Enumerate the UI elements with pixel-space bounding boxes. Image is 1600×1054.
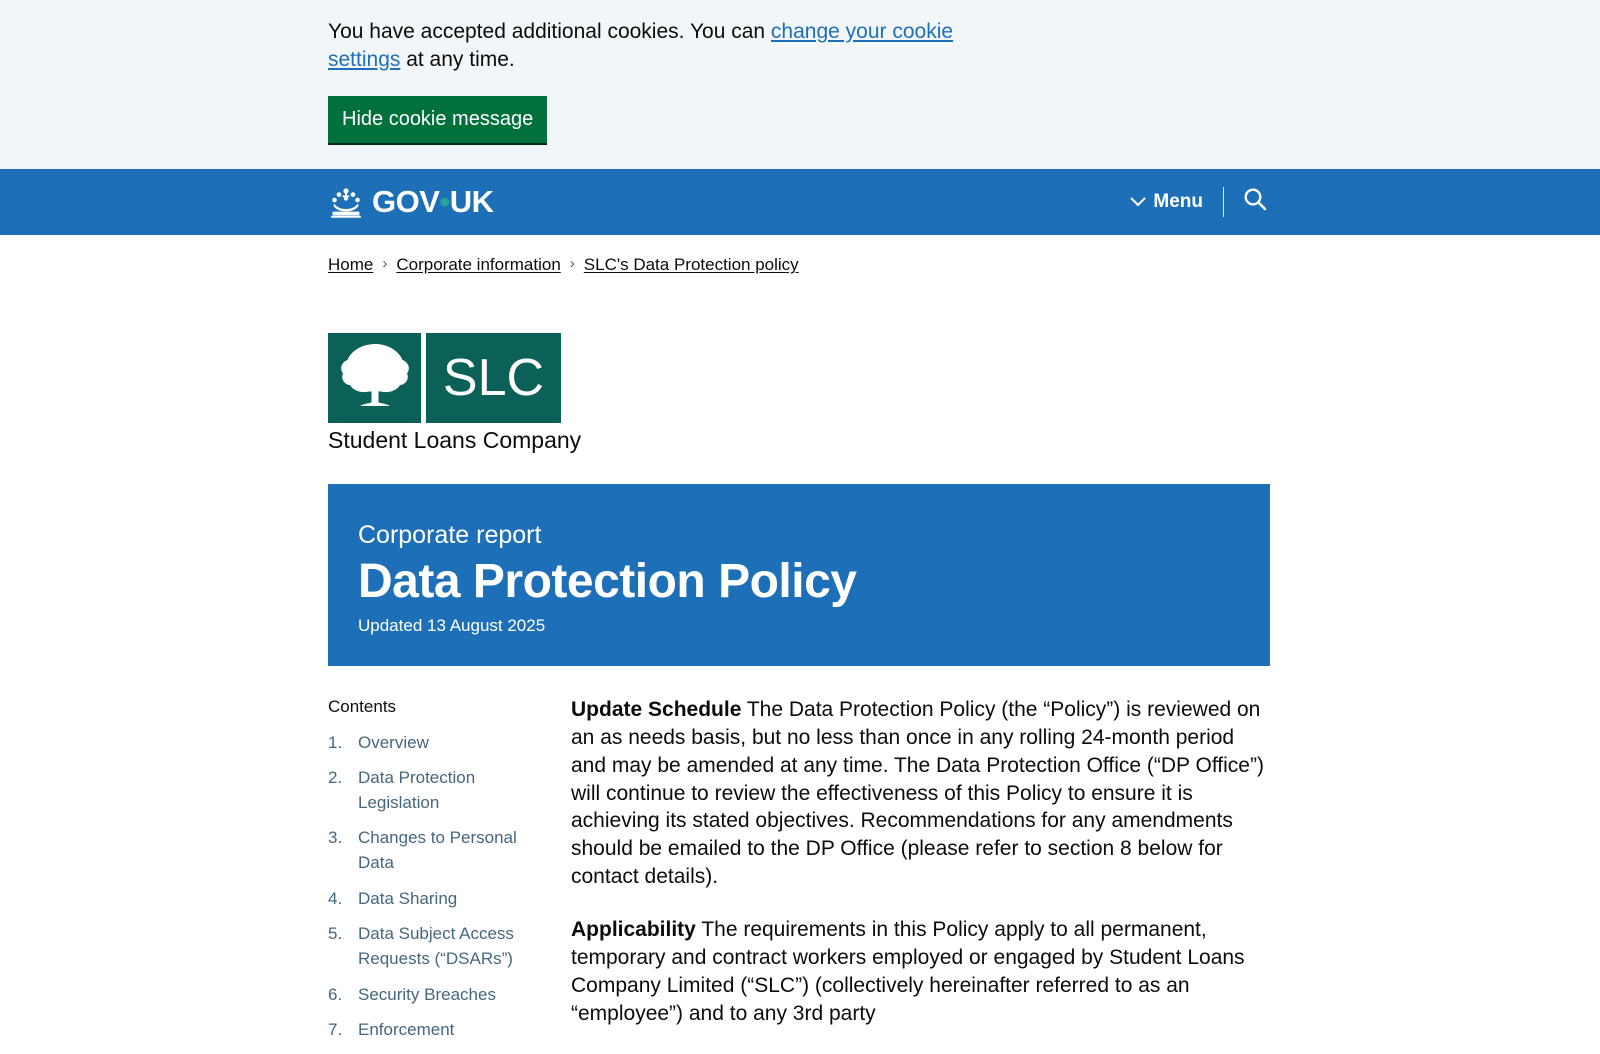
brand-gov: GOV	[372, 184, 440, 220]
page-title: Data Protection Policy	[358, 555, 857, 609]
paragraph-text: The Data Protection Policy (the “Policy”) is reviewed on an as needs basis, but no less than once in any rolling 24-month period and may be amended at any time. The Data Protection Office (“DP Office”) will continue to review the effectiveness of this Policy to ensure it is achieving its stated objectives. Recommendations for any amendments should be emailed to the DP Office (please refer to section 8 below for contact details).	[571, 698, 1264, 888]
list-item	[328, 826, 556, 875]
document-body	[571, 696, 1271, 1054]
search-icon	[1242, 186, 1268, 217]
breadcrumb-item-corporate-information[interactable]: Corporate information	[396, 254, 561, 274]
list-item	[328, 1018, 556, 1043]
slc-logo-marks	[328, 333, 561, 423]
paragraph-lead-in: Applicability	[571, 918, 696, 942]
paragraph-lead-in: Update Schedule	[571, 698, 742, 722]
contents-item-number: 3.	[328, 828, 343, 848]
organisation-logo-link[interactable]	[328, 333, 581, 455]
cookie-banner	[0, 0, 1600, 169]
content-region	[328, 666, 1272, 1054]
chevron-down-icon	[1130, 191, 1146, 213]
contents-heading: Contents	[328, 697, 397, 717]
page-title-banner	[328, 484, 1270, 666]
list-item	[328, 922, 556, 971]
header-divider	[1223, 187, 1224, 217]
breadcrumb-region	[0, 235, 1600, 277]
contents-item-number: 7.	[328, 1020, 343, 1040]
organisation-logo-block	[328, 277, 1272, 455]
breadcrumb-item-home[interactable]: Home	[328, 254, 374, 274]
list-item	[328, 731, 556, 756]
organisation-name: Student Loans Company	[328, 426, 582, 453]
contents-item-number: 2.	[328, 768, 343, 788]
govuk-wordmark	[372, 184, 494, 220]
contents-link-enforcement[interactable]: Enforcement	[358, 1020, 455, 1040]
tree-icon	[338, 340, 412, 415]
last-updated-label: Updated 13 August 2025	[358, 616, 546, 636]
breadcrumb	[328, 253, 1272, 277]
cookie-message	[328, 18, 968, 74]
list-item	[328, 983, 556, 1008]
contents-item-number: 5.	[328, 924, 343, 944]
contents-link-security-breaches[interactable]: Security Breaches	[358, 984, 496, 1004]
list-item	[328, 887, 556, 912]
contents-link-data-subject-access-requests[interactable]: Data Subject Access Requests (“DSARs”)	[358, 924, 514, 969]
hide-cookie-message-button[interactable]: Hide cookie message	[328, 96, 547, 143]
contents-link-changes-to-personal-data[interactable]: Changes to Personal Data	[358, 828, 517, 873]
cookie-message-suffix: at any time.	[400, 47, 515, 71]
cookie-message-prefix: You have accepted additional cookies. You can	[328, 20, 771, 43]
menu-label: Menu	[1153, 190, 1203, 212]
breadcrumb-separator-icon: ›	[382, 255, 388, 273]
crown-icon	[328, 186, 364, 218]
change-cookie-settings-link[interactable]: change your cookie settings	[328, 20, 954, 71]
paragraph-text: The requirements in this Policy apply to all permanent, temporary and contract workers employed or engaged by Student Loans Company Limited (“SLC”) (collectively hereinafter referred to as an “employee”) and to any 3rd party	[571, 918, 1245, 1025]
paragraph-update-schedule	[571, 696, 1271, 890]
contents-link-data-sharing[interactable]: Data Sharing	[358, 888, 458, 908]
govuk-header	[0, 169, 1600, 235]
contents-sidebar	[328, 696, 571, 1054]
contents-item-number: 6.	[328, 984, 343, 1004]
list-item	[328, 766, 556, 815]
breadcrumb-item-slc-data-protection-policy[interactable]: SLC's Data Protection policy	[583, 254, 799, 274]
contents-list	[328, 731, 556, 1043]
search-button[interactable]	[1238, 185, 1272, 219]
menu-button[interactable]	[1126, 185, 1213, 219]
contents-item-number: 4.	[328, 888, 343, 908]
brand-uk: UK	[449, 184, 494, 220]
breadcrumb-separator-icon: ›	[569, 255, 575, 273]
slc-tree-tile	[328, 333, 421, 423]
contents-link-overview[interactable]: Overview	[358, 732, 429, 752]
document-type-label: Corporate report	[358, 521, 542, 550]
brand-dot: •	[439, 184, 450, 220]
paragraph-applicability	[571, 916, 1271, 1027]
slc-abbreviation: SLC	[442, 348, 545, 407]
govuk-logo-link[interactable]	[328, 186, 494, 218]
contents-link-data-protection-legislation[interactable]: Data Protection Legislation	[358, 768, 476, 812]
slc-abbreviation-tile	[426, 333, 561, 423]
contents-item-number: 1.	[328, 732, 343, 752]
